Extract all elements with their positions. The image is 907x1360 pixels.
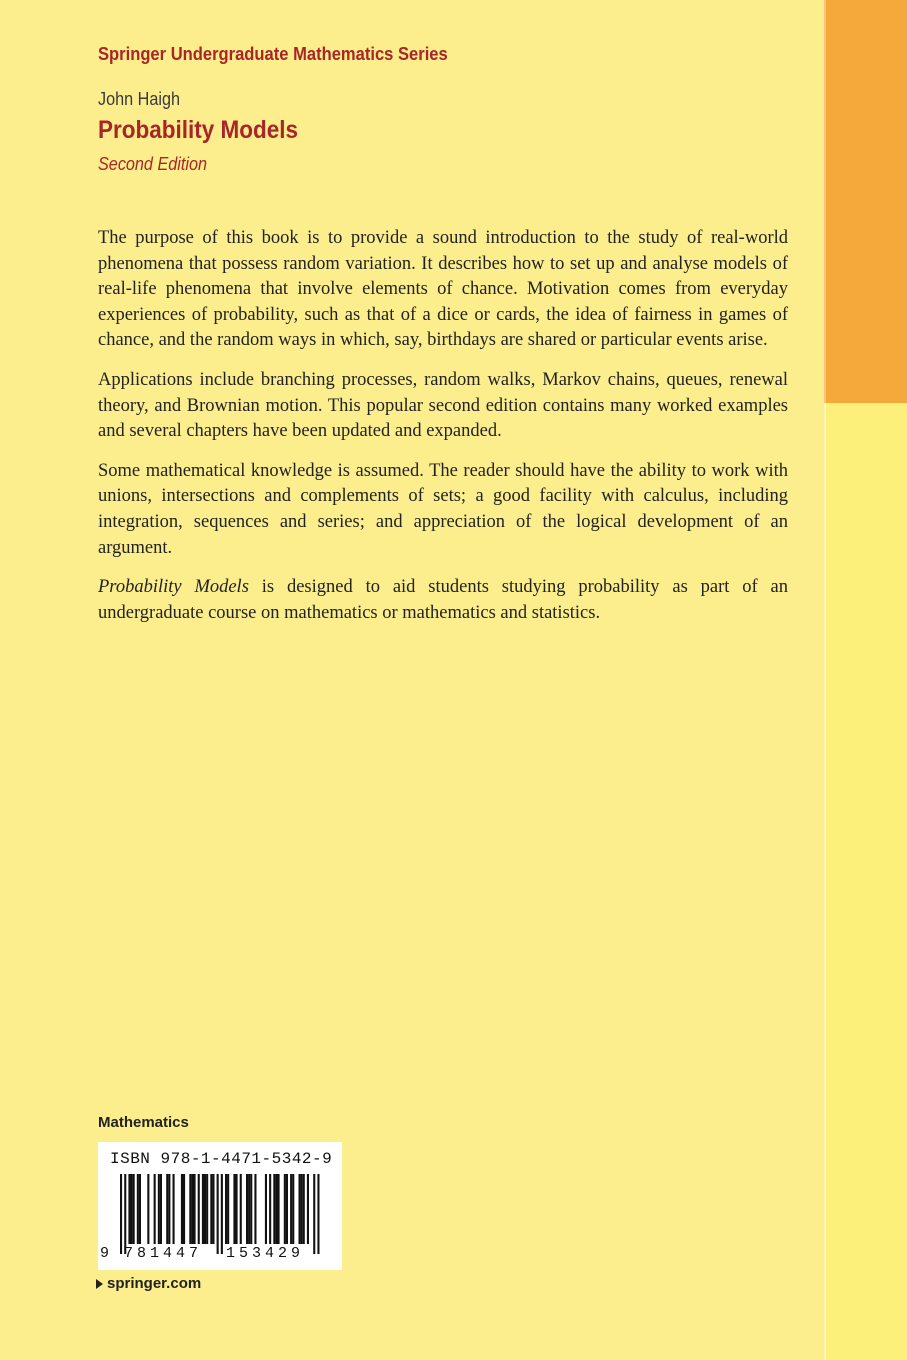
barcode-bar: [128, 1174, 130, 1244]
barcode-bar: [212, 1174, 214, 1244]
barcode-bar: [120, 1174, 122, 1254]
barcode-bar: [286, 1174, 288, 1244]
isbn-label: ISBN 978-1-4471-5342-9: [110, 1150, 333, 1168]
side-orange-band: [824, 0, 907, 403]
description-paragraph-1: The purpose of this book is to provide a sound introduction to the study of real-world phenomena that possess random variation. It describes how to set up and analyse models of real-life phenomena that involve elements of chance. Motivation comes from everyday experiences of probability, such as that of a dice or cards, the idea of fairness in games of chance, and the random ways in which, say, birthdays are shared or particular events arise.: [98, 228, 788, 351]
barcode-lead-digit: 9: [100, 1245, 110, 1262]
inline-book-title: Probability Models: [98, 577, 249, 598]
edition-label: Second Edition: [98, 154, 207, 174]
barcode-bar: [139, 1174, 141, 1244]
barcode-bar: [168, 1174, 170, 1244]
barcode-bar: [317, 1174, 319, 1254]
barcode-bar: [269, 1174, 271, 1244]
book-title: Probability Models: [98, 116, 299, 144]
barcode-bar: [278, 1174, 280, 1244]
barcode-bar: [147, 1174, 149, 1244]
barcode-bar: [189, 1174, 191, 1244]
barcode-bar: [154, 1174, 156, 1244]
barcode-bar: [301, 1174, 303, 1244]
barcode-bar: [124, 1174, 126, 1254]
series-title: Springer Undergraduate Mathematics Series: [98, 44, 448, 64]
barcode-bar: [246, 1174, 248, 1244]
barcode-bar: [194, 1174, 196, 1244]
barcode-bar: [233, 1174, 235, 1244]
barcode-bar: [303, 1174, 305, 1244]
barcode-right-digits: 153429: [226, 1245, 305, 1262]
barcode-bar: [198, 1174, 200, 1244]
barcode-left-digits: 781447: [124, 1245, 203, 1262]
barcode-bar: [181, 1174, 183, 1244]
barcode-bar: [265, 1174, 267, 1244]
barcode-bar: [191, 1174, 193, 1244]
publisher-website[interactable]: [96, 1275, 201, 1292]
barcode-bar: [313, 1174, 315, 1254]
barcode-bar: [173, 1174, 175, 1244]
barcode-bar: [131, 1174, 133, 1244]
isbn-barcode: [98, 1142, 342, 1270]
barcode-bar: [166, 1174, 168, 1244]
description: [98, 226, 788, 640]
barcode-bar: [275, 1174, 277, 1244]
barcode-bar: [202, 1174, 204, 1244]
barcode-bar: [240, 1174, 242, 1244]
barcode-bar: [273, 1174, 275, 1244]
barcode-bar: [290, 1174, 292, 1244]
barcode-bar: [225, 1174, 227, 1244]
barcode-bar: [133, 1174, 135, 1244]
barcode-bar: [254, 1174, 256, 1244]
barcode-bar: [284, 1174, 286, 1244]
barcode-bar: [158, 1174, 160, 1244]
barcode-bar: [292, 1174, 294, 1244]
barcode-bar: [227, 1174, 229, 1244]
barcode-bar: [206, 1174, 208, 1244]
barcode-bar: [299, 1174, 301, 1244]
barcode-bar: [307, 1174, 309, 1244]
barcode-bar: [210, 1174, 212, 1244]
description-paragraph-2: Applications include branching processes, random walks, Markov chains, queues, renewal theory, and Brownian motion. This popular second edition contains many worked examples and several chapters have been updated and expanded.: [98, 369, 788, 442]
barcode-bar: [160, 1174, 162, 1244]
barcode-bar: [221, 1174, 223, 1254]
barcode-bar: [248, 1174, 250, 1244]
subject-category: Mathematics: [98, 1114, 189, 1131]
barcode-bar: [236, 1174, 238, 1244]
barcode-bar: [217, 1174, 219, 1254]
description-paragraph-4: [98, 575, 788, 626]
author-name: John Haigh: [98, 89, 180, 109]
barcode-bar: [250, 1174, 252, 1244]
arrow-right-icon: [96, 1279, 103, 1289]
barcode-bar: [204, 1174, 206, 1244]
website-label: springer.com: [107, 1275, 202, 1292]
description-paragraph-3: Some mathematical knowledge is assumed. The reader should have the ability to work with unions, intersections and complements of sets; a good facility with calculus, including integration, sequences and series; and appreciation of the logical development of an argument.: [98, 460, 788, 558]
barcode-bar: [137, 1174, 139, 1244]
barcode-bar: [183, 1174, 185, 1244]
description-paragraph-4-text: is designed to aid students studying probability as part of an undergraduate course on mathematics or mathematics and statistics.: [98, 577, 789, 623]
